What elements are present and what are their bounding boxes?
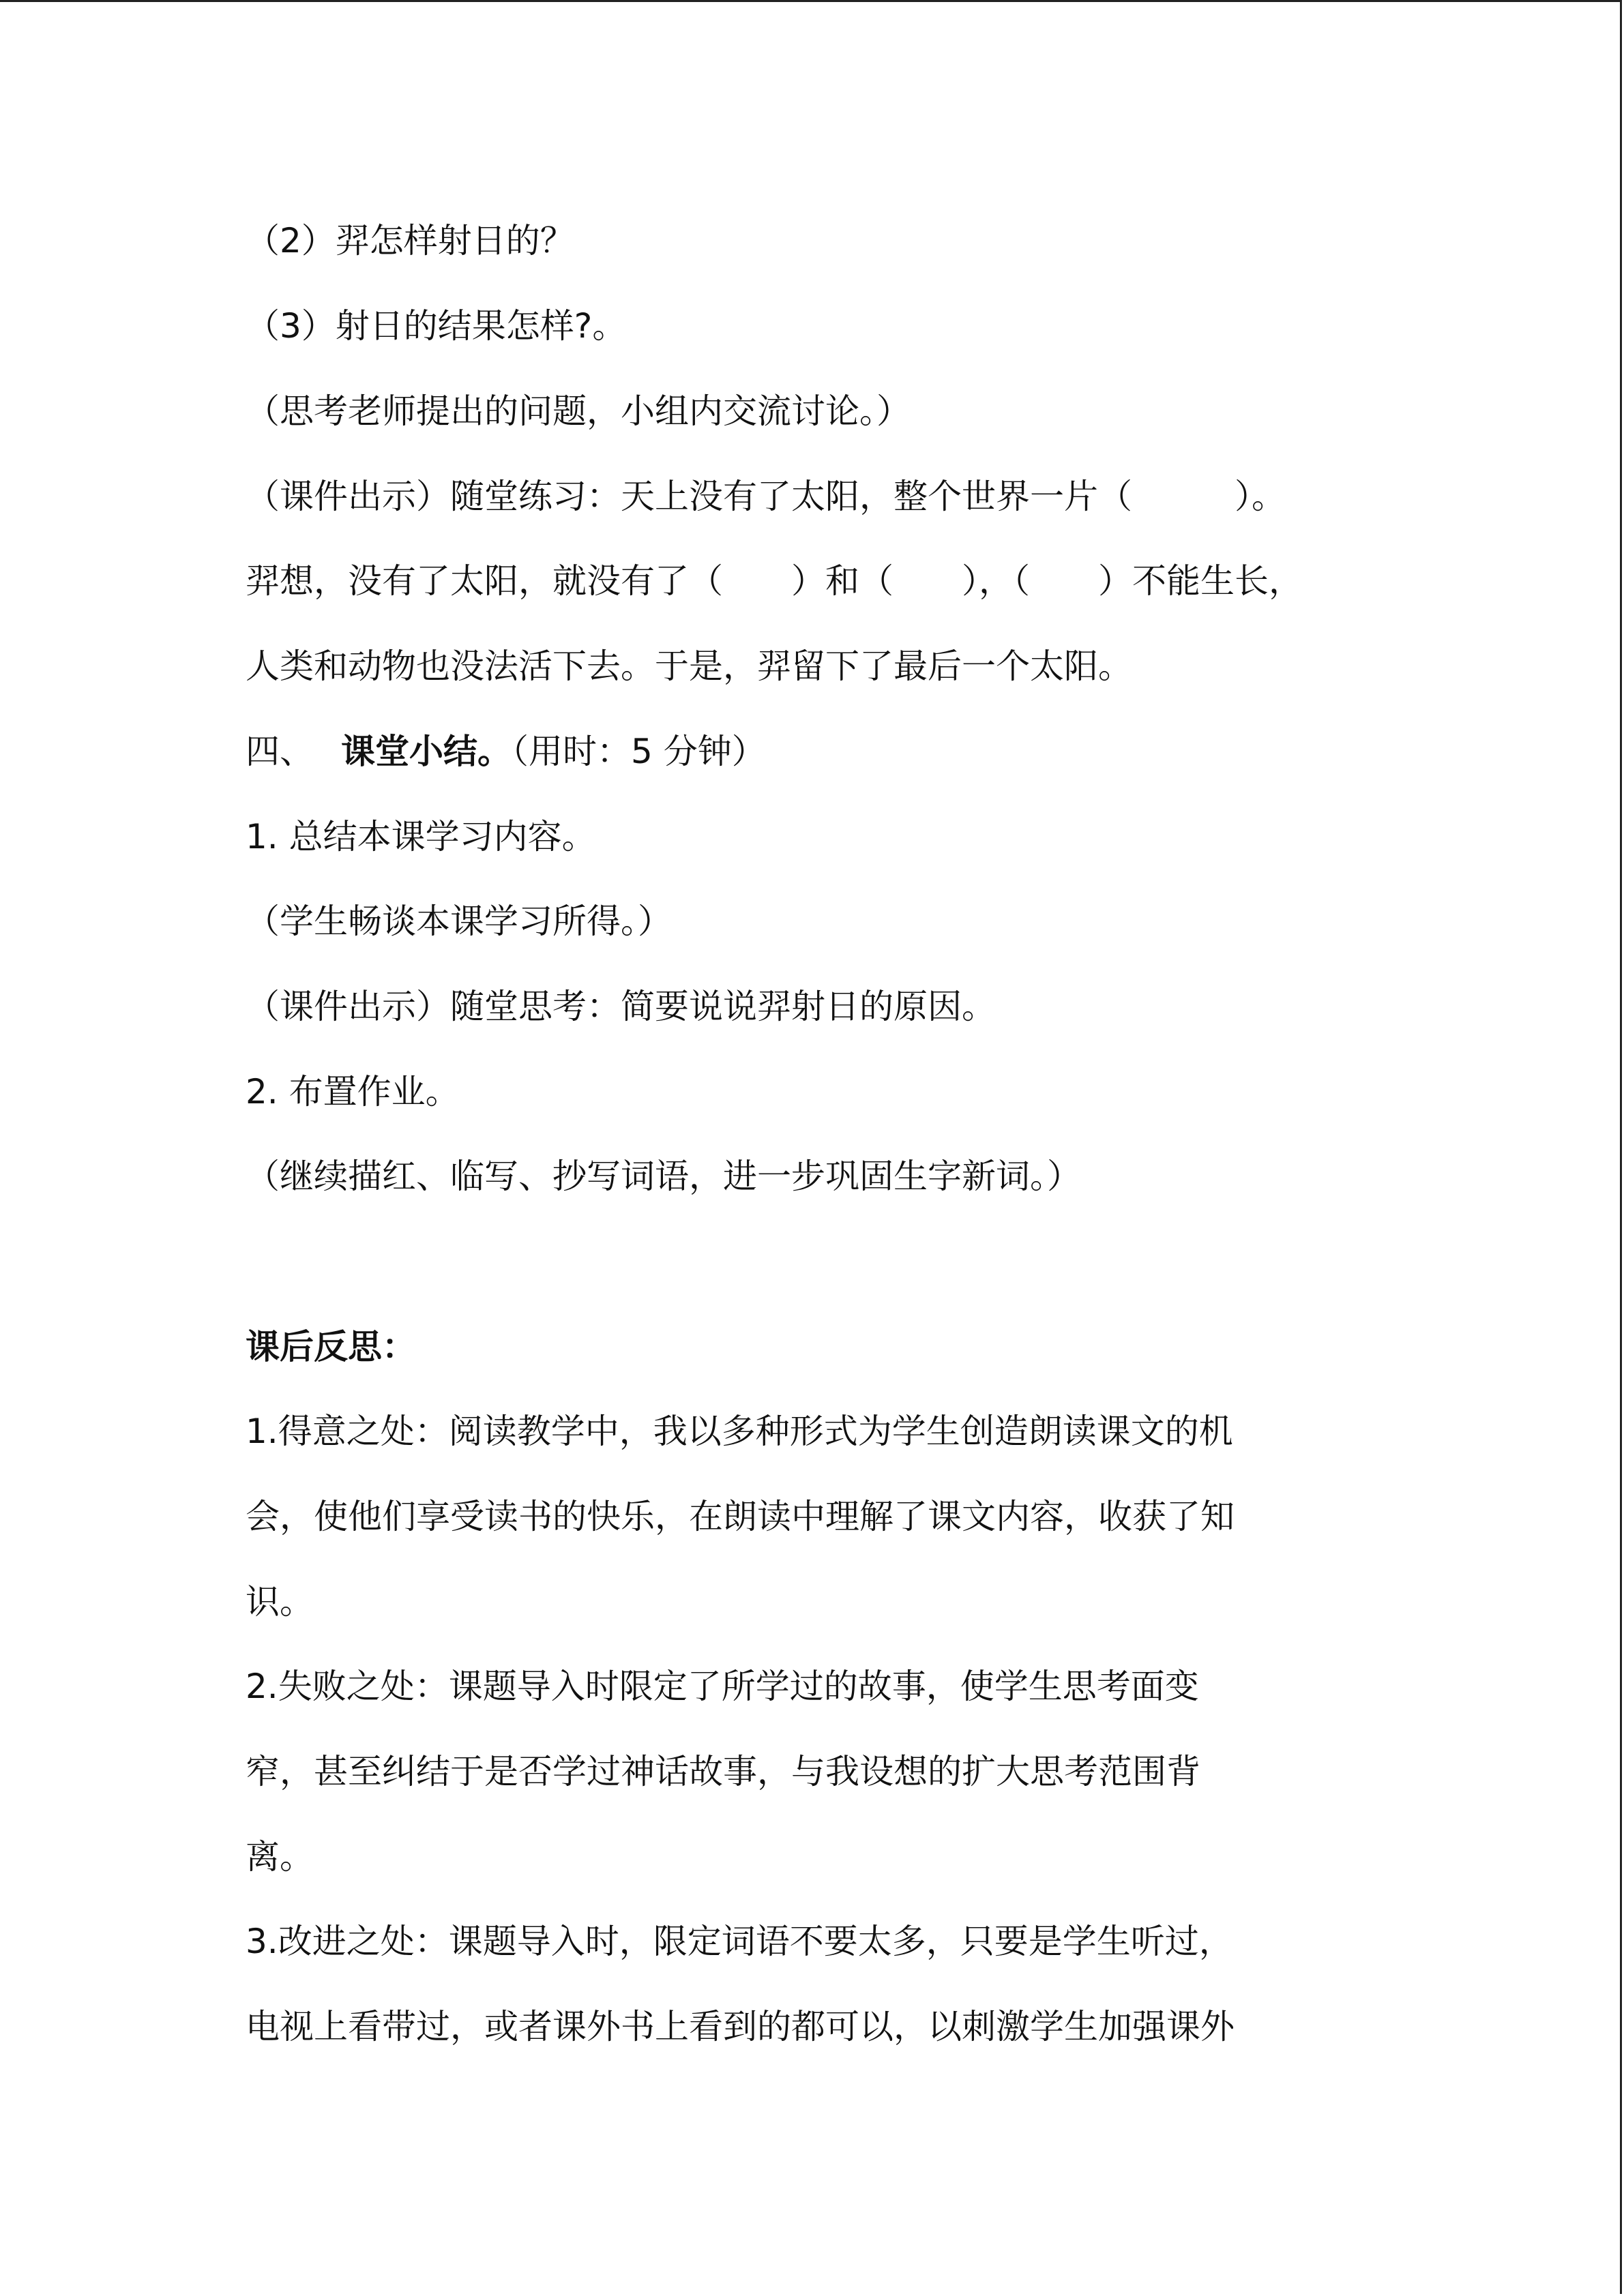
- reflection-line: 离。: [246, 1837, 314, 1877]
- section-four-heading: [246, 728, 766, 775]
- reflection-line: 电视上看带过，或者课外书上看到的都可以，以刺激学生加强课外: [246, 2007, 1235, 2046]
- summary-item-1: 1. 总结本课学习内容。: [246, 817, 596, 856]
- section-four-title: 课堂小结。: [341, 732, 512, 771]
- exercise-line-3: 人类和动物也没法活下去。于是，羿留下了最后一个太阳。: [246, 646, 1132, 686]
- discussion-note: （思考老师提出的问题，小组内交流讨论。）: [246, 391, 911, 431]
- exercise-line-1: （课件出示）随堂练习：天上没有了太阳，整个世界一片（ ）。: [246, 477, 1286, 516]
- summary-item-5: （继续描红、临写、抄写词语，进一步巩固生字新词。）: [246, 1157, 1081, 1196]
- reflection-line: 识。: [246, 1582, 314, 1622]
- summary-item-3: （课件出示）随堂思考：简要说说羿射日的原因。: [246, 987, 996, 1026]
- reflection-line: 2.失败之处：课题导入时限定了所学过的故事，使学生思考面变: [246, 1667, 1199, 1706]
- reflection-line: 1.得意之处：阅读教学中，我以多种形式为学生创造朗读课文的机: [246, 1412, 1233, 1451]
- summary-item-2: （学生畅谈本课学习所得。）: [246, 901, 672, 941]
- question-2: （2）羿怎样射日的？: [246, 221, 574, 260]
- summary-item-4: 2. 布置作业。: [246, 1072, 460, 1112]
- question-3: （3）射日的结果怎样?。: [246, 306, 627, 346]
- reflection-line: 会，使他们享受读书的快乐，在朗读中理解了课文内容，收获了知: [246, 1497, 1235, 1536]
- section-four-prefix: 四、: [246, 732, 314, 771]
- section-four-note: （用时：5 分钟）: [512, 732, 766, 771]
- reflection-heading: 课后反思：: [246, 1327, 416, 1367]
- reflection-line: 窄，甚至纠结于是否学过神话故事，与我设想的扩大思考范围背: [246, 1752, 1200, 1791]
- exercise-line-2: 羿想，没有了太阳，就没有了（ ）和（ ），（ ）不能生长，: [246, 561, 1303, 601]
- reflection-line: 3.改进之处：课题导入时，限定词语不要太多，只要是学生听过，: [246, 1922, 1233, 1961]
